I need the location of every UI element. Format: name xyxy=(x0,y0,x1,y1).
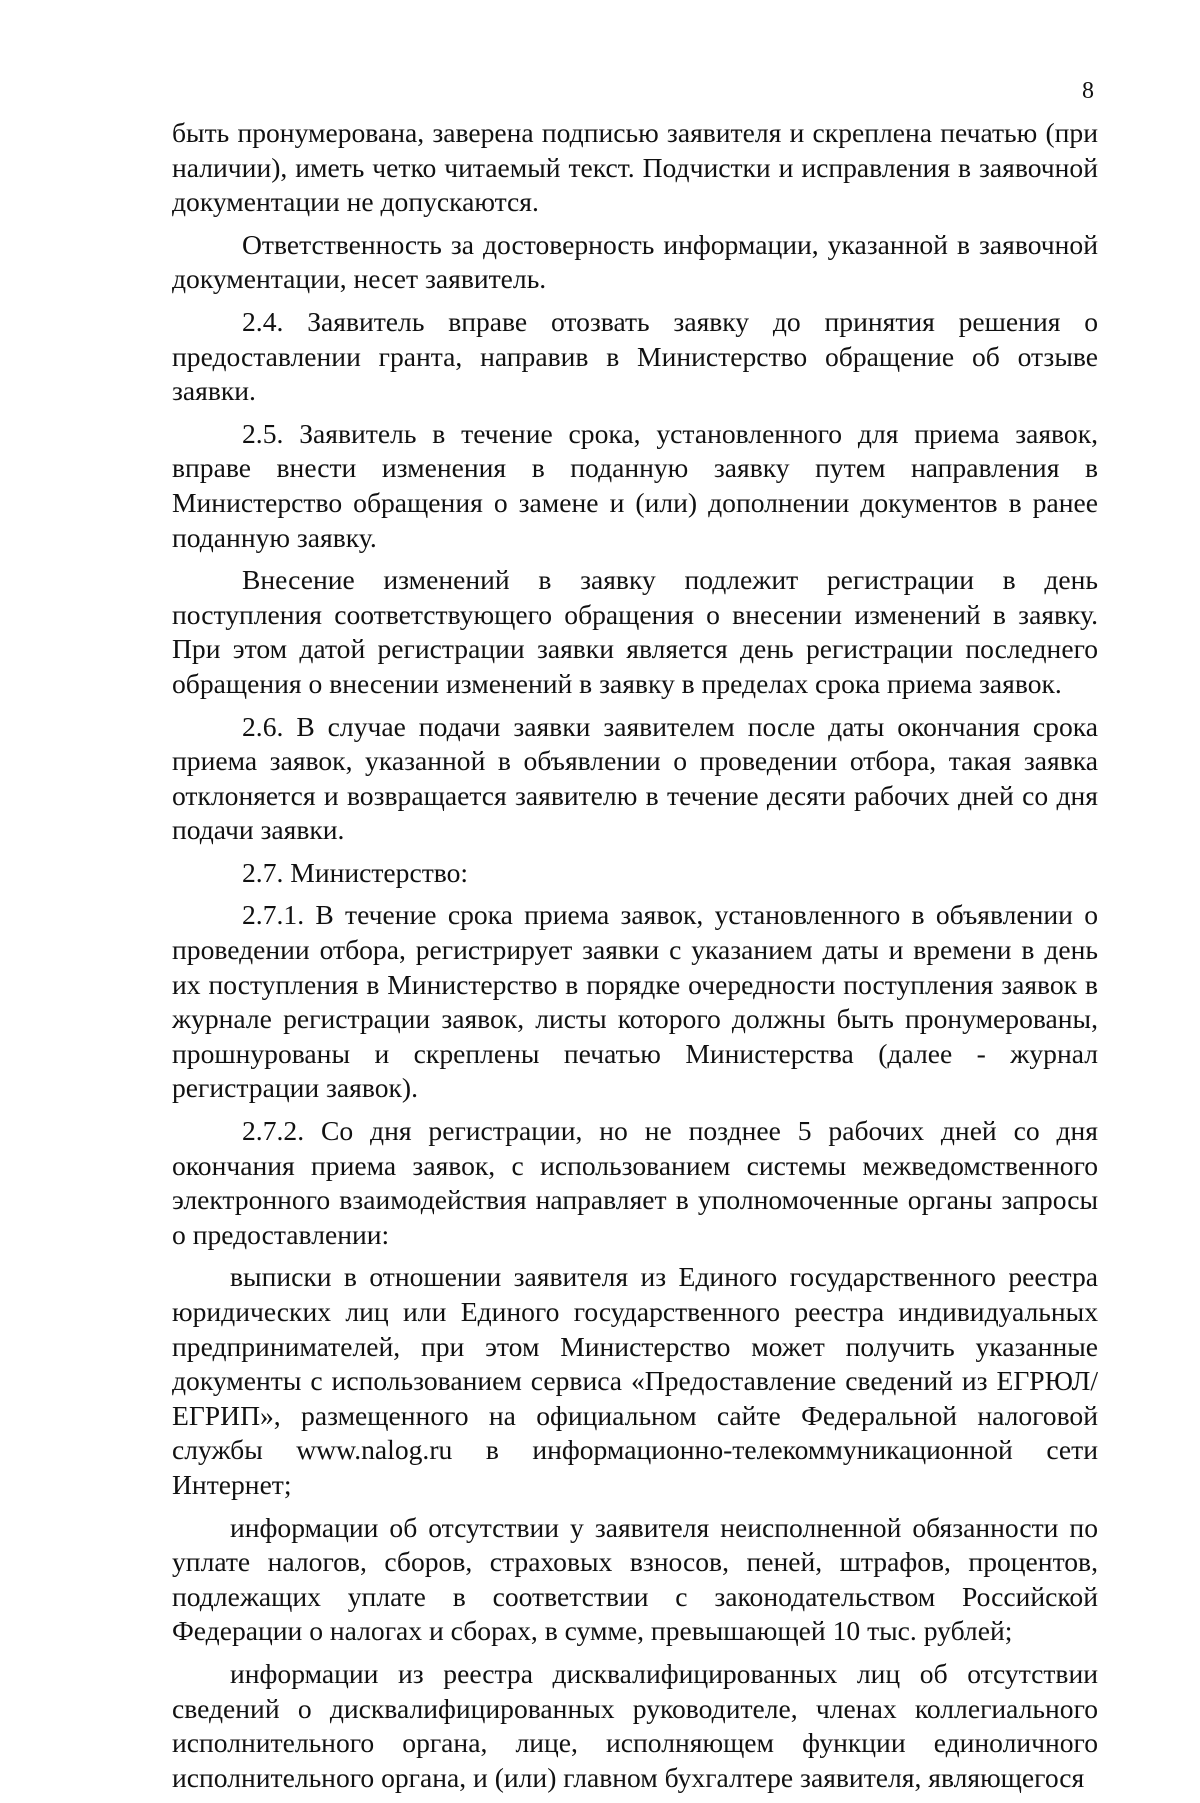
page-number: 8 xyxy=(1082,78,1094,104)
paragraph-2-7-2: 2.7.2. Со дня регистрации, но не позднее 5 рабочих дней со дня окончания приема заявок, с использованием системы межведомственного электронного взаимодействия направляет в уполномоченные органы запросы о предоставлении: xyxy=(172,1115,1098,1250)
paragraph-changes-registration: Внесение изменений в заявку подлежит регистрации в день поступления соответствующего обращения о внесении изменений в заявку. При этом датой регистрации заявки является день регистрации последнего обращения о внесении изменений в заявку в пределах срока приема заявок. xyxy=(172,564,1098,699)
document-body xyxy=(172,116,1098,1803)
paragraph-2-5: 2.5. Заявитель в течение срока, установленного для приема заявок, вправе внести изменения в поданную заявку путем направления в Министерство обращения о замене и (или) дополнении документов в ранее поданную заявку. xyxy=(172,417,1098,553)
paragraph-2-4: 2.4. Заявитель вправе отозвать заявку до принятия решения о предоставлении гранта, направив в Министерство обращение об отзыве заявки. xyxy=(172,305,1098,407)
paragraph-tax-debt-info: информации об отсутствии у заявителя неисполненной обязанности по уплате налогов, сборов, страховых взносов, пеней, штрафов, процентов, подлежащих уплате в соответствии с законодательством Российской Федерации о налогах и сборах, в сумме, превышающей 10 тыс. рублей; xyxy=(172,1511,1098,1647)
paragraph-2-7-1: 2.7.1. В течение срока приема заявок, установленного в объявлении о проведении отбора, регистрирует заявки с указанием даты и времени в день их поступления в Министерство в порядке очередности поступления заявок в журнале регистрации заявок, листы которого должны быть пронумерованы, прошнурованы и скреплены печатью Министерства (далее - журнал регистрации заявок). xyxy=(172,899,1098,1104)
paragraph-2-7: 2.7. Министерство: xyxy=(242,856,469,888)
paragraph-disqualified-registry: информации из реестра дисквалифицированных лиц об отсутствии сведений о дисквалифицированных руководителе, членах коллегиального исполнительного органа, лице, исполняющем функции единоличного исполнительного органа, и (или) главном бухгалтере заявителя, являющегося xyxy=(172,1657,1098,1793)
paragraph-egrul-extract: выписки в отношении заявителя из Единого государственного реестра юридических лиц или Единого государственного реестра индивидуальных предпринимателей, при этом Министерство может получить указанные документы с использованием сервиса «Предоставление сведений из ЕГРЮЛ/ЕГРИП», размещенного на официальном сайте Федеральной налоговой службы www.nalog.ru в информационно-телекоммуникационной сети Интернет; xyxy=(172,1261,1098,1500)
paragraph-2-6: 2.6. В случае подачи заявки заявителем после даты окончания срока приема заявок, указанной в объявлении о проведении отбора, такая заявка отклоняется и возвращается заявителю в течение десяти рабочих дней со дня подачи заявки. xyxy=(172,710,1098,846)
paragraph-continuation: быть пронумерована, заверена подписью заявителя и скреплена печатью (при наличии), иметь четко читаемый текст. Подчистки и исправления в заявочной документации не допускаются. xyxy=(172,117,1098,218)
paragraph-responsibility: Ответственность за достоверность информации, указанной в заявочной документации, несет заявитель. xyxy=(172,228,1098,295)
